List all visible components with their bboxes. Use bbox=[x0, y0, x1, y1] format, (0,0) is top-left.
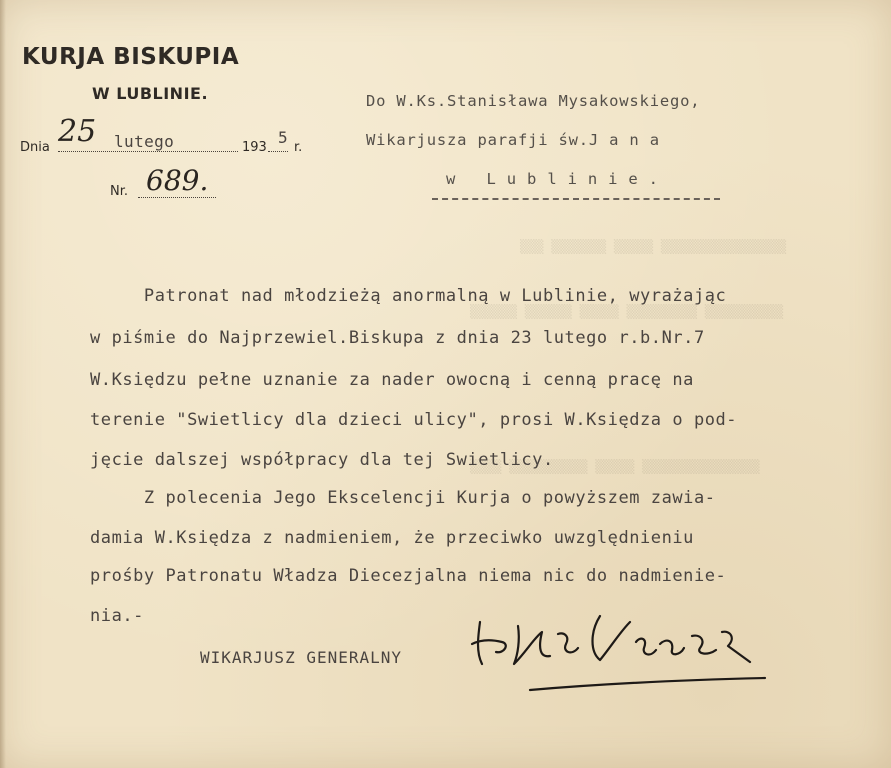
number-dotted-line bbox=[138, 197, 216, 198]
letterhead-city: W LUBLINIE. bbox=[92, 84, 209, 103]
addressee-line-3: w L u b l i n i e . bbox=[446, 170, 659, 188]
body-line: terenie "Swietlicy dla dzieci ulicy", prosi W.Księdza o pod- bbox=[90, 410, 738, 430]
body-line: Z polecenia Jego Ekscelencji Kurja o powyższem zawia- bbox=[90, 488, 716, 508]
addressee-line-1: Do W.Ks.Stanisława Mysakowskiego, bbox=[366, 92, 701, 110]
date-day-handwritten: 25 bbox=[58, 114, 97, 149]
body-line: prośby Patronatu Władza Diecezjalna niema nic do nadmienie- bbox=[90, 566, 727, 586]
body-line: w piśmie do Najprzewiel.Biskupa z dnia 23 lutego r.b.Nr.7 bbox=[90, 328, 705, 348]
body-line: W.Księdzu pełne uznanie za nader owocną i cenną pracę na bbox=[90, 370, 694, 390]
addressee-underline bbox=[432, 198, 720, 200]
body-line: jęcie dalszej współpracy dla tej Swietlicy. bbox=[90, 450, 554, 470]
body-line: Patronat nad młodzieżą anormalną w Lublinie, wyrażając bbox=[90, 286, 727, 306]
addressee-line-2: Wikarjusza parafji św.J a n a bbox=[366, 131, 660, 149]
bleed-through-marks: ▒▒▒▒ ▒▒▒▒▒▒▒▒▒▒ ▒▒▒▒▒ ▒▒▒▒▒▒▒▒▒▒▒▒▒▒▒ bbox=[470, 460, 760, 475]
date-prefix: Dnia bbox=[20, 140, 50, 155]
bleed-through-marks: ▒▒▒ ▒▒▒▒▒▒▒ ▒▒▒▒▒ ▒▒▒▒▒▒▒▒▒▒▒▒▒▒▒▒ bbox=[520, 240, 787, 255]
reference-number-handwritten: 689. bbox=[146, 164, 209, 197]
paper-left-edge bbox=[0, 0, 6, 768]
letterhead-name: KURJA BISKUPIA bbox=[22, 44, 240, 70]
closing-title: WIKARJUSZ GENERALNY bbox=[200, 648, 403, 667]
date-year-prefix: 193 bbox=[242, 140, 267, 155]
date-year-digit: 5 bbox=[278, 128, 289, 147]
number-prefix: Nr. bbox=[110, 184, 129, 199]
body-line: nia.- bbox=[90, 606, 144, 626]
date-suffix: r. bbox=[294, 140, 303, 155]
handwritten-signature bbox=[460, 592, 780, 692]
date-month-typed: lutego bbox=[114, 132, 175, 151]
body-line: damia W.Księdza z nadmieniem, że przeciwko uwzględnieniu bbox=[90, 528, 694, 548]
date-dotted-line bbox=[58, 151, 238, 152]
bleed-through-marks: ▒▒▒▒▒▒ ▒▒▒▒▒▒ ▒▒▒▒▒ ▒▒▒▒▒▒▒▒▒ ▒▒▒▒▒▒▒▒▒▒ bbox=[470, 305, 784, 320]
date-year-dotted-line bbox=[268, 151, 288, 152]
